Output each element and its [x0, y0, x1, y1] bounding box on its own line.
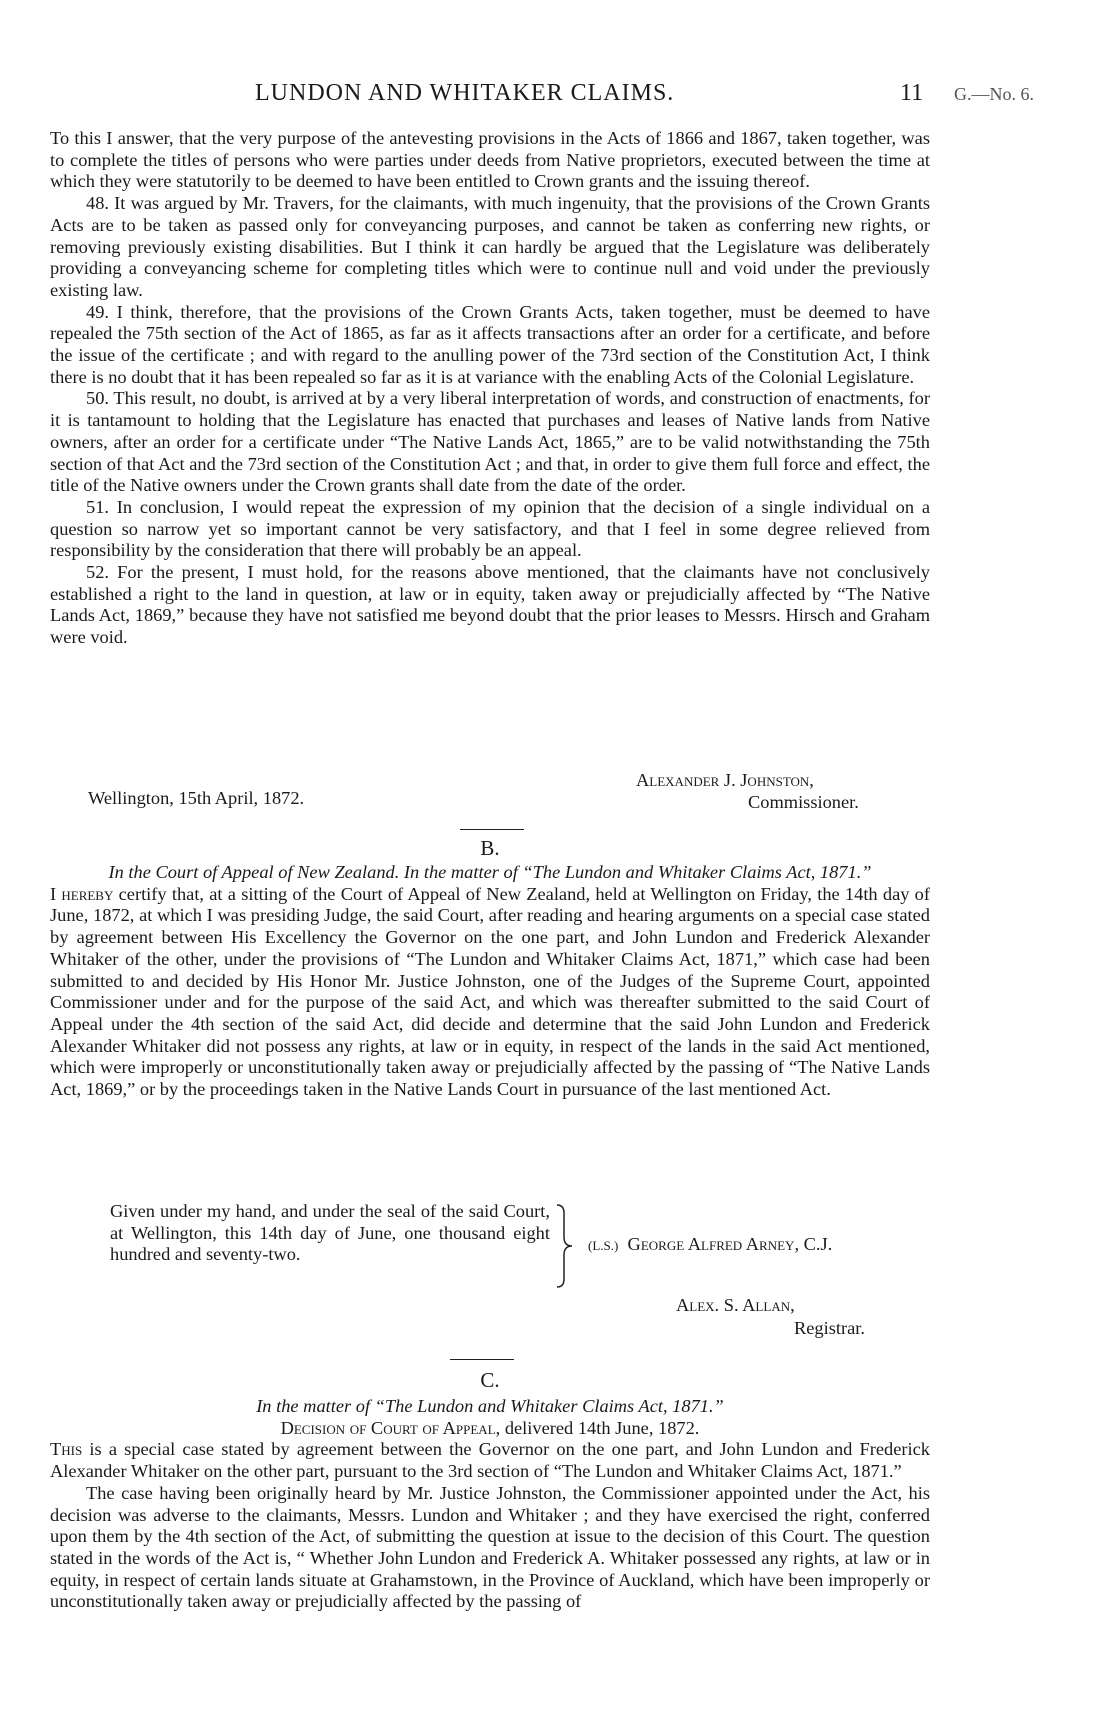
section-divider [450, 1359, 514, 1360]
registrar-signature-block [50, 1295, 930, 1347]
section-c-letter: C. [480, 1368, 500, 1392]
signature-name: Alexander J. Johnston, [636, 770, 814, 790]
certificate-lead: I hereby [50, 883, 114, 904]
decision-paragraph-1 [50, 1439, 930, 1482]
commissioner-signature-block [50, 770, 930, 820]
part-b-body [50, 862, 930, 1101]
paragraph-49: 49. I think, therefore, that the provisions of the Crown Grants Acts, taken together, must be deemed to have repealed the 75th section of the Act of 1865, as far as it affects transactions after an order for a certificate, and before the issue of the certificate ; and with regard to the anulling power of the 73rd section of the Constitution Act, I think there is no doubt that it has been repealed so far as it is at variance with the enabling Acts of the Colonial Legislature. [50, 301, 930, 387]
header-title: LUNDON AND WHITAKER CLAIMS. [255, 80, 675, 106]
decision-subheading [50, 1418, 930, 1440]
seal-clause [110, 1201, 940, 1296]
chief-justice-signature: George Alfred Arney, C.J. [627, 1234, 833, 1254]
decision-lead: This [50, 1439, 83, 1460]
running-header [0, 80, 1114, 114]
decision-subheading-date: delivered 14th June, 1872. [500, 1417, 700, 1438]
registrar-name: Alex. S. Allan, [676, 1295, 795, 1315]
certificate-text: certify that, at a sitting of the Court of Appeal of New Zealand, held at Wellington on Friday, the 14th day of June, 1872, at which I was presiding Judge, the said Court, after reading and hearing arguments on a special case stated by agreement between His Excellency the Governor on the one part, and John Lundon and Frederick Alexander Whitaker of the other, under the provisions of “The Lundon and Whitaker Claims Act, 1871,” which case had been submitted to and decided by His Honor Mr. Justice Johnston, one of the Judges of the Supreme Court, appointed Commissioner under and for the purpose of the said Act, and which was thereafter submitted to the said Court of Appeal under the 4th section of the said Act, did decide and determine that the said John Lundon and Frederick Alexander Whitaker did not possess any rights, at law or in equity, in respect of the lands in the said Act mentioned, which were improperly or unconstitutionally taken away or prejudicially affected by the passing of “The Native Lands Act, 1869,” or by the proceedings taken in the Native Lands Court in pursuance of the last mentioned Act. [50, 883, 930, 1100]
certificate-paragraph [50, 884, 930, 1101]
signature-role: Commissioner. [748, 792, 859, 812]
paper-reference: G.—No. 6. [954, 84, 1034, 104]
section-c-heading: In the matter of “The Lundon and Whitaker Claims Act, 1871.” [256, 1396, 724, 1416]
signature-place-date: Wellington, 15th April, 1872. [88, 788, 305, 808]
registrar-role: Registrar. [794, 1318, 865, 1338]
part-a-body [50, 128, 930, 649]
decision-text-1: is a special case stated by agreement between the Governor on the one part, and John Lundon and Frederick Alexander Whitaker on the other part, pursuant to the 3rd section of “The Lundon and Whitaker Claims Act, 1871.” [50, 1439, 930, 1482]
section-b-heading: In the Court of Appeal of New Zealand. In the matter of “The Lundon and Whitaker Claims Act, 1871.” [108, 862, 872, 882]
paragraph-48: 48. It was argued by Mr. Travers, for the claimants, with much ingenuity, that the provisions of the Crown Grants Acts are to be taken as passed only for conveyancing purposes, and cannot be taken as conferring new rights, or removing previously existing disabilities. But I think it can hardly be argued that the Legislature was deliberately providing a conveyancing scheme for completing titles which were to continue null and void under the previously existing law. [50, 193, 930, 300]
seal-mark: (L.S.) [588, 1238, 619, 1253]
paragraph-51: 51. In conclusion, I would repeat the expression of my opinion that the decision of a single individual on a question so narrow yet so important cannot be very satisfactory, and that I feel in some degree relieved from responsibility by the consideration that there will probably be an appeal. [50, 496, 930, 561]
paragraph-50: 50. This result, no doubt, is arrived at by a very liberal interpretation of words, and construction of enactments, for it is tantamount to holding that the Legislature has enacted that purchases and leases of Native lands from Native owners, after an order for a certificate under “The Native Lands Act, 1865,” are to be valid notwithstanding the 75th section of that Act and the 73rd section of the Constitution Act ; and that, in order to give them full force and effect, the title of the Native owners under the Crown grants shall date from the date of the order. [50, 388, 930, 496]
section-b-letter: B. [480, 836, 500, 860]
decision-subheading-lead: Decision of Court of Appeal, [280, 1417, 501, 1438]
page-number: 11 [900, 80, 924, 106]
decision-paragraph-2: The case having been originally heard by Mr. Justice Johnston, the Commissioner appointed under the Act, his decision was adverse to the claimants, Messrs. Lundon and Whitaker ; and they have exercised the right, conferred upon them by the 4th section of the Act, of submitting the question at issue to the decision of this Court. The question stated in the words of the Act is, “ Whether John Lundon and Frederick A. Whitaker possessed any rights, at law or in equity, in respect of certain lands situate at Grahamstown, in the Province of Auckland, which have been improperly or unconstitutionally taken away or prejudicially affected by the passing of [50, 1482, 930, 1612]
given-under-hand-text: Given under my hand, and under the seal of the said Court, at Wellington, this 14th day of June, one thousand eight hundred and seventy-two. [110, 1201, 550, 1265]
paragraph-52: 52. For the present, I must hold, for the reasons above mentioned, that the claimants have not conclusively established a right to the land in question, at law or in equity, taken away or prejudicially affected by “The Native Lands Act, 1869,” because they have not satisfied me beyond doubt that the prior leases to Messrs. Hirsch and Graham were void. [50, 562, 930, 648]
section-divider [460, 829, 524, 830]
brace-icon [554, 1203, 576, 1289]
seal-and-signature [588, 1234, 832, 1257]
paragraph-answer: To this I answer, that the very purpose of the antevesting provisions in the Acts of 1866 and 1867, taken together, was to complete the titles of persons who were parties under deeds from Native proprietors, executed between the time at which they were statutorily to be deemed to have been entitled to Crown grants and the issuing thereof. [50, 128, 930, 192]
part-c-body [50, 1396, 930, 1613]
